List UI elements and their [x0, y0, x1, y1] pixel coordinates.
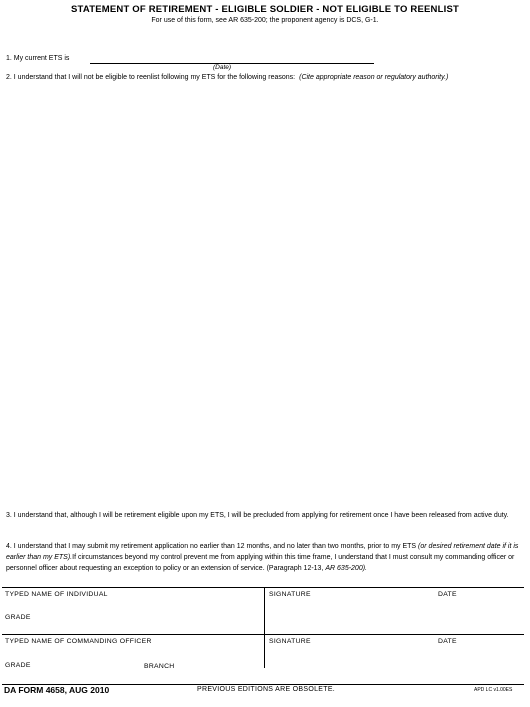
item4-text-b: (or desired retirement date if it is earlier than my ETS).	[6, 543, 519, 561]
typed-name-commanding-field[interactable]	[5, 648, 260, 660]
apd-version: APD LC v1.00ES	[474, 687, 513, 693]
grade-1-field[interactable]	[5, 623, 260, 633]
previous-editions-note: PREVIOUS EDITIONS ARE OBSOLETE.	[197, 686, 336, 693]
item4-text-a: 4. I understand that I may submit my retirement application no earlier than 12 months, and no later than two months, prior to my ETS	[6, 543, 419, 550]
date-1-field[interactable]	[438, 601, 522, 631]
item4-text-c: If circumstances beyond my control prevent me from applying within this time frame, I understand that I must consult my commanding officer or personnel officer about requesting an exception to policy or an extension of service. (Paragraph 12-13,	[6, 554, 515, 572]
table-divider	[264, 588, 265, 668]
item2-instruction: (Cite appropriate reason or regulatory authority.)	[299, 74, 449, 81]
item3-paragraph: 3. I understand that, although I will be retirement eligible upon my ETS, I will be precluded from applying for retirement once I have been released from active duty.	[6, 512, 509, 519]
signature-2-field[interactable]	[269, 648, 429, 682]
signature-2-label: SIGNATURE	[269, 638, 311, 645]
signature-1-label: SIGNATURE	[269, 591, 311, 598]
typed-name-individual-label: TYPED NAME OF INDIVIDUAL	[5, 591, 108, 598]
grade-2-field[interactable]	[5, 671, 135, 682]
typed-name-commanding-label: TYPED NAME OF COMMANDING OFFICER	[5, 638, 152, 645]
grade-1-label: GRADE	[5, 614, 31, 621]
form-number: DA FORM 4658, AUG 2010	[4, 685, 110, 695]
date-1-label: DATE	[438, 591, 457, 598]
form-title: STATEMENT OF RETIREMENT - ELIGIBLE SOLDIER - NOT ELIGIBLE TO REENLIST	[71, 4, 459, 15]
item4-paragraph	[6, 541, 521, 574]
branch-field[interactable]	[144, 672, 260, 682]
form-subtitle: For use of this form, see AR 635-200; the proponent agency is DCS, G-1.	[151, 17, 379, 24]
reasons-text-area[interactable]	[6, 86, 521, 496]
signature-table	[2, 587, 524, 685]
date-2-field[interactable]	[438, 648, 522, 682]
item4-text-d: AR 635-200).	[325, 565, 367, 572]
branch-label: BRANCH	[144, 663, 175, 670]
grade-2-label: GRADE	[5, 662, 31, 669]
signature-1-field[interactable]	[269, 601, 429, 631]
typed-name-individual-field[interactable]	[5, 601, 260, 613]
date-caption: (Date)	[212, 64, 232, 71]
item2-text: 2. I understand that I will not be eligible to reenlist following my ETS for the following reasons:	[6, 74, 296, 81]
table-row-divider	[2, 634, 524, 635]
item2-paragraph	[6, 74, 521, 81]
item1-label: 1. My current ETS is	[6, 55, 70, 62]
ets-date-field[interactable]	[90, 52, 374, 64]
date-2-label: DATE	[438, 638, 457, 645]
